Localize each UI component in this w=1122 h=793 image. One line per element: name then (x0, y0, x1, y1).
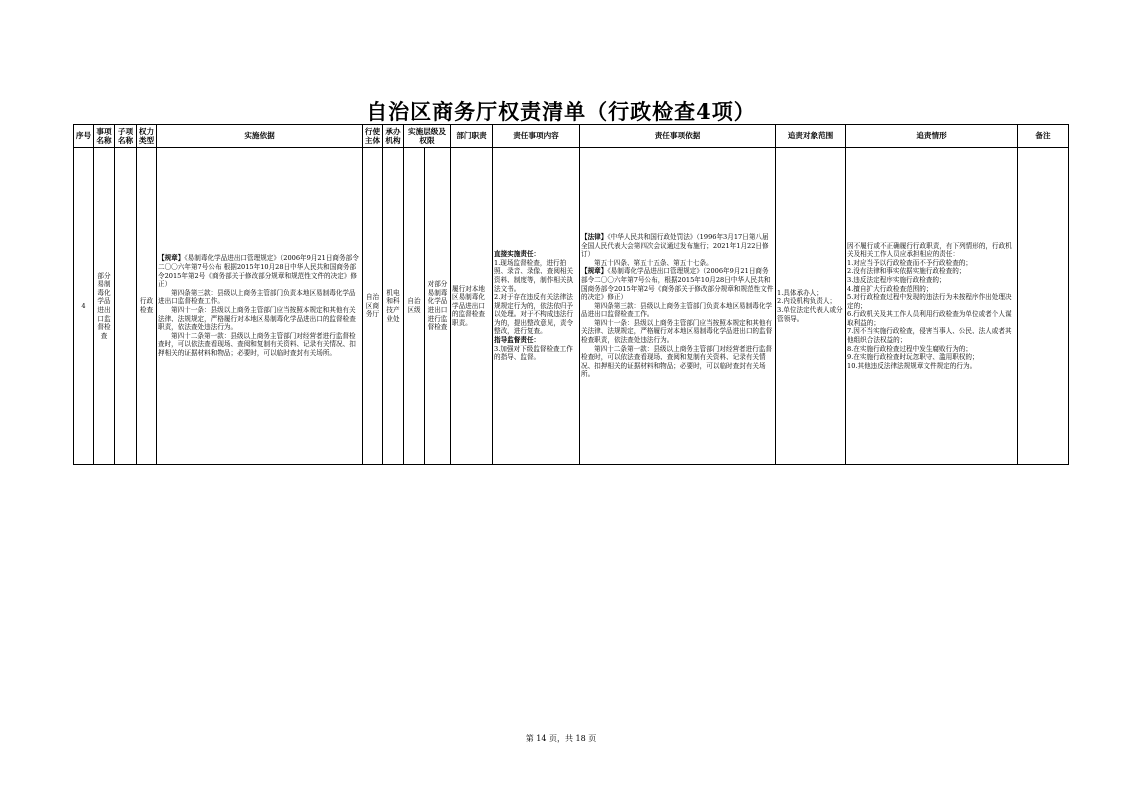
table-row (74, 148, 1069, 465)
cell-accountable (776, 148, 846, 465)
resp-basis-p3: 第四十二条第一款：县级以上商务主管部门对经营者进行监督检查时，可以依法查看现场、查阅和复制有关资料、记录有关情况、扣押相关的证据材料和物品；必要时，可以临时查封有关场所。 (581, 344, 773, 379)
circumstance-item: 8.在实施行政检查过程中发生腐败行为的； (847, 344, 972, 353)
cell-level: 自治区级 (404, 148, 425, 465)
table-header-row (74, 125, 1069, 148)
basis-p1: 第四条第三款：县级以上商务主管部门负责本地区易制毒化学品进出口监督检查工作。 (158, 288, 356, 306)
header-accountable: 追责对象范围 (776, 125, 846, 148)
resp-item-3: 3.加强对下级监督检查工作的指导、监督。 (494, 344, 573, 362)
resp-heading-guidance: 指导监督责任： (494, 336, 541, 345)
cell-resp-content: 履行对本地区易制毒化学品进出口的监督检查职责。 (451, 148, 493, 465)
header-remark: 备注 (1018, 125, 1069, 148)
header-circumstances: 追责情形 (846, 125, 1018, 148)
power-list-table (73, 124, 1069, 465)
basis-tag: 【规章】 (158, 254, 185, 263)
header-subject: 行使主体 (363, 125, 383, 148)
accountable-item: 3.单位法定代表人或分管领导。 (777, 306, 843, 323)
header-sub-name: 子项名称 (115, 125, 137, 148)
accountable-item: 2.内设机构负责人； (777, 297, 837, 306)
circumstance-item: 1.对应当予以行政检查而不予行政检查的； (847, 258, 972, 267)
accountable-item: 1.具体承办人； (777, 288, 823, 297)
header-power-type: 权力类型 (137, 125, 157, 148)
header-dept-duty: 部门职责 (451, 125, 493, 148)
circumstance-item: 9.在实施行政检查时玩忽职守、滥用职权的； (847, 353, 979, 362)
circumstance-item: 7.因不当实施行政检查，侵害当事人、公民、法人或者其他组织合法权益的； (847, 327, 1012, 345)
header-basis: 实施依据 (157, 125, 363, 148)
cell-sub-name (115, 148, 137, 465)
page-title: 自治区商务厅权责清单（行政检查4项） (366, 99, 756, 124)
header-item-name: 事项名称 (94, 125, 115, 148)
basis-text: 《易制毒化学品进出口管理规定》（2006年9月21日商务部令二〇〇六年第7号公布 根据2015年10月28日中华人民共和国商务部令2015年第2号《商务部关于修改部分规章和规范性文件的决定》修正） (158, 254, 359, 289)
cell-dept-duty: 对部分易制毒化学品进出口进行监督检查 (425, 148, 451, 465)
resp-item-1: 1.现场监督检查，进行拍照、录音、录像、查阅相关资料、制度等，制作相关执法文书。 (494, 258, 574, 293)
resp-basis-p1: 第四条第三款：县级以上商务主管部门负责本地区易制毒化学品进出口监督检查工作。 (581, 301, 773, 319)
cell-seq: 4 (74, 148, 94, 465)
cell-power-type: 行政检查 (137, 148, 157, 465)
cell-item-name: 部分易制毒化学品进出口监督检查 (94, 148, 115, 465)
cell-basis (157, 148, 363, 465)
resp-basis-law-articles: 第五十四条、第五十五条、第五十七条。 (594, 258, 713, 267)
cell-subject: 自治区商务厅 (363, 148, 383, 465)
circumstance-item: 2.没有法律和事实依据实施行政检查的； (847, 267, 966, 276)
circumstance-item: 3.违反法定程序实施行政检查的； (847, 275, 946, 284)
header-agency: 承办机构 (383, 125, 404, 148)
circumstance-item: 5.对行政检查过程中发现的违法行为未按程序作出处理决定的； (847, 293, 1012, 310)
cell-resp-basis (580, 148, 776, 465)
header-seq: 序号 (74, 125, 94, 148)
header-resp-basis: 责任事项依据 (580, 125, 776, 148)
circumstance-item: 10.其他违反法律法规规章文件规定的行为。 (847, 361, 977, 370)
cell-circumstances (846, 148, 1018, 465)
resp-heading-direct: 直接实施责任： (494, 250, 541, 259)
resp-basis-p2: 第四十一条：县级以上商务主管部门应当按照本规定和其他有关法律、法规规定，严格履行对本地区易制毒化学品进出口的监督检查职责，依法查处违法行为。 (581, 318, 773, 345)
resp-basis-reg: 《易制毒化学品进出口管理规定》（2006年9月21日商务部令二〇〇六年第7号公布，根据2015年10月28日中华人民共和国商务部令2015年第2号《商务部关于修改部分规章和规范性文件的决定》修正） (581, 267, 774, 302)
basis-p2: 第四十一条：县级以上商务主管部门应当按照本规定和其他有关法律、法规规定，严格履行对本地区易制毒化学品进出口的监督检查职责，依法查处违法行为。 (158, 306, 356, 332)
header-resp-content: 责任事项内容 (493, 125, 580, 148)
header-level: 实施层级及权限 (404, 125, 451, 148)
resp-item-2: 2.对于存在违反有关法律法规规定行为的，依法依归予以处理。对于不构成违法行为的，提出整改意见，责令整改，进行复查。 (494, 293, 574, 336)
circumstances-intro: 因不履行或不正确履行行政职责，有下列情形的，行政机关及相关工作人员应承担相应的责任： (847, 241, 1012, 259)
circumstance-item: 6.行政机关及其工作人员利用行政检查为单位或者个人谋取利益的； (847, 310, 1012, 327)
basis-p3: 第四十二条第一款：县级以上商务主管部门对经营者进行监督检查时，可以依法查看现场、查阅和复制有关资料、记录有关情况、扣押相关的证据材料和物品；必要时，可以临时查封有关场所。 (158, 331, 356, 357)
resp-basis-tag-reg: 【规章】 (581, 267, 608, 276)
circumstance-item: 4.擅自扩大行政检查范围的； (847, 284, 933, 293)
resp-basis-tag-law: 【法律】 (581, 232, 608, 241)
cell-remark (1018, 148, 1069, 465)
cell-resp-items (493, 148, 580, 465)
cell-agency: 机电和科技产业处 (383, 148, 404, 465)
resp-basis-law: 《中华人民共和国行政处罚法》（1996年3月17日第八届全国人民代表大会第四次会议通过发布施行；2021年1月22日修订） (581, 232, 769, 259)
page-footer: 第 14 页，共 18 页 (525, 734, 597, 743)
